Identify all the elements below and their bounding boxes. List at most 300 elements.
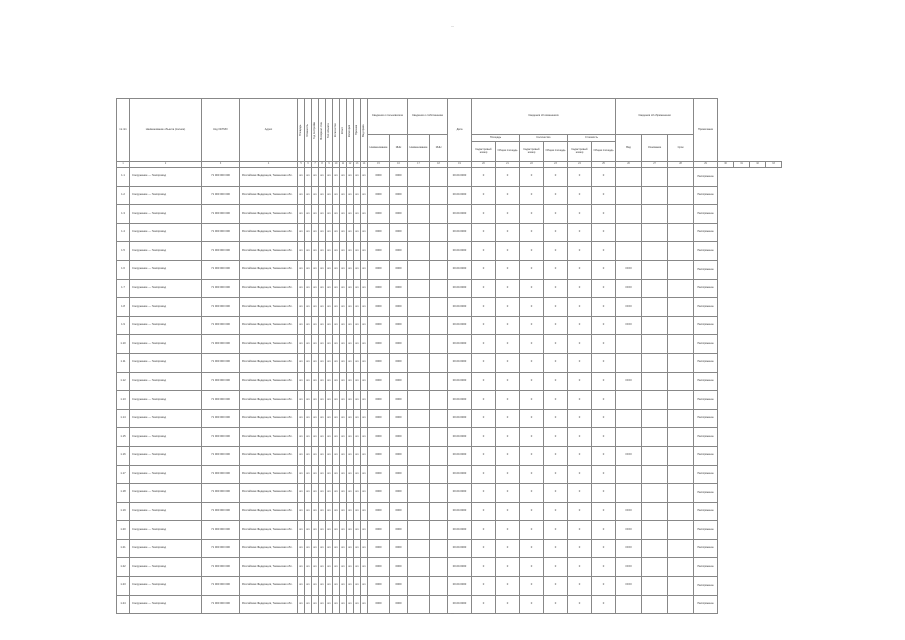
table-cell [616,335,642,354]
table-cell [616,428,642,447]
table-cell: 0 [472,558,496,577]
table-cell: Российская Федерация, Тюменская обл. [240,577,298,596]
table-cell: 0 [544,558,568,577]
table-cell: 1.2 [117,186,130,205]
table-cell: Российская Федерация, Тюменская обл. [240,391,298,410]
table-cell: Сооружение — Газопровод [130,316,202,335]
table-cell: 1.1 [117,168,130,187]
table-cell: 71 000 000 000 [202,335,240,354]
table-cell: 1.13 [117,391,130,410]
table-cell: Распоряжение [694,558,718,577]
table-cell: вл [340,186,347,205]
table-cell [668,335,694,354]
column-number: 12 [347,162,354,168]
table-cell: ООО [616,316,642,335]
table-cell [668,372,694,391]
header-vertical: Тип объекта [326,99,333,162]
table-cell: 0 [520,168,544,187]
table-cell: вл [298,502,305,521]
table-cell: вл [333,595,340,614]
table-cell: 0000 [368,186,390,205]
table-cell: 0 [472,260,496,279]
table-cell: вл [333,409,340,428]
table-cell [642,335,668,354]
table-cell: вл [347,242,354,261]
table-cell: вл [340,316,347,335]
table-cell [642,242,668,261]
table-row [117,539,782,558]
table-cell: 0 [544,186,568,205]
table-cell: вл [298,242,305,261]
table-cell: вл [319,595,326,614]
header-enc-type: Вид [616,135,642,162]
table-cell: вл [333,577,340,596]
table-cell: 0 [496,242,520,261]
table-cell: вл [347,539,354,558]
table-cell: вл [347,279,354,298]
table-cell [408,186,430,205]
table-cell [642,409,668,428]
table-cell: 00.00.0000 [448,353,472,372]
table-cell: вл [305,577,312,596]
table-cell: вл [361,558,368,577]
table-cell [668,242,694,261]
table-cell [642,428,668,447]
table-cell: вл [354,353,361,372]
table-cell: 0 [496,391,520,410]
table-cell: вл [312,539,319,558]
header-owner-inn: ИНН [430,135,448,162]
table-cell: 0 [496,260,520,279]
table-cell: вл [326,446,333,465]
table-cell: 0000 [368,409,390,428]
table-cell: вл [326,260,333,279]
table-cell: 0000 [368,502,390,521]
table-cell: 0 [568,316,592,335]
table-cell: вл [340,446,347,465]
table-cell [668,521,694,540]
table-cell: Сооружение — Газопровод [130,279,202,298]
table-cell: 0000 [390,409,408,428]
header-user-group: Сведения о пользователе [368,99,408,135]
table-cell: 0 [520,446,544,465]
table-cell [616,484,642,503]
table-cell: 00.00.0000 [448,577,472,596]
table-cell: 71 000 000 000 [202,279,240,298]
table-cell: вл [305,446,312,465]
table-cell: 0 [496,353,520,372]
table-cell: 0 [520,521,544,540]
header-changes-group: Сведения об изменениях [472,99,616,135]
table-cell: вл [305,298,312,317]
table-cell: вл [333,168,340,187]
table-cell: ООО [616,502,642,521]
table-cell: 0 [544,316,568,335]
column-number: 7 [312,162,319,168]
table-cell: 0000 [390,372,408,391]
table-cell: 0000 [368,279,390,298]
column-number: 32 [750,162,766,168]
table-cell: 1.5 [117,242,130,261]
table-cell: вл [298,465,305,484]
table-cell [430,260,448,279]
table-cell: 0 [520,409,544,428]
table-cell: 0 [520,335,544,354]
table-cell: 71 000 000 000 [202,502,240,521]
table-cell: вл [340,465,347,484]
table-cell: 0000 [390,260,408,279]
table-cell: 00.00.0000 [448,298,472,317]
table-cell [642,372,668,391]
column-number: 8 [319,162,326,168]
table-cell: вл [305,539,312,558]
table-cell [430,577,448,596]
table-cell [430,298,448,317]
table-cell: вл [340,353,347,372]
table-cell: 0000 [390,242,408,261]
table-cell: вл [340,223,347,242]
table-cell: 00.00.0000 [448,484,472,503]
table-cell: ООО [616,298,642,317]
table-cell: 0 [568,484,592,503]
table-cell: 0 [496,186,520,205]
table-cell: 1.20 [117,521,130,540]
column-number: 30 [718,162,734,168]
table-cell: вл [340,279,347,298]
header-vertical: Категория [347,99,354,162]
column-number: 16 [390,162,408,168]
table-cell: 0 [496,465,520,484]
table-cell: 0 [496,595,520,614]
table-cell: вл [361,539,368,558]
table-cell: вл [326,428,333,447]
table-cell: Сооружение — Газопровод [130,168,202,187]
column-number: 18 [430,162,448,168]
table-cell: Распоряжение [694,260,718,279]
header-sub-cost: Стоимость [568,135,616,142]
table-cell: 0 [544,502,568,521]
table-cell: 0 [544,409,568,428]
table-cell: вл [298,484,305,503]
table-cell: Российская Федерация, Тюменская обл. [240,539,298,558]
table-cell [668,186,694,205]
table-cell: 0 [592,502,616,521]
table-cell: вл [340,335,347,354]
table-cell: 0 [592,260,616,279]
table-cell: 0 [472,484,496,503]
table-cell [668,353,694,372]
table-cell: 71 000 000 000 [202,260,240,279]
table-cell: вл [347,372,354,391]
table-cell: 0 [520,391,544,410]
header-leaf: Кадастровый номер [472,142,496,162]
table-cell: 0000 [368,205,390,224]
table-cell: Распоряжение [694,242,718,261]
table-cell [408,391,430,410]
table-cell: вл [361,186,368,205]
table-cell: 71 000 000 000 [202,484,240,503]
table-cell: 0 [472,372,496,391]
table-cell: вл [361,409,368,428]
table-cell: вл [347,260,354,279]
table-cell: 0 [472,428,496,447]
table-cell: 0 [544,372,568,391]
table-row [117,372,782,391]
table-cell: вл [319,372,326,391]
table-cell: вл [361,428,368,447]
table-cell: Сооружение — Газопровод [130,391,202,410]
table-cell: вл [305,260,312,279]
table-cell: вл [347,409,354,428]
header-enc-basis: Основание [642,135,668,162]
table-cell: 0 [472,335,496,354]
table-cell: вл [347,595,354,614]
table-cell: 0 [520,279,544,298]
header-vertical: Количество [333,99,340,162]
table-cell: 0 [496,577,520,596]
table-cell: 71 000 000 000 [202,539,240,558]
table-cell: 0 [496,539,520,558]
table-cell: вл [340,409,347,428]
table-cell: 00.00.0000 [448,465,472,484]
table-cell: Российская Федерация, Тюменская обл. [240,316,298,335]
header-enc-term: Срок [668,135,694,162]
table-cell: 0 [520,502,544,521]
table-cell: 71 000 000 000 [202,465,240,484]
table-cell [668,223,694,242]
table-cell: вл [354,372,361,391]
header-code: Код ОКТМО [202,99,240,162]
table-cell: вл [298,391,305,410]
column-number: 20 [472,162,496,168]
table-cell [642,168,668,187]
table-cell: вл [326,484,333,503]
table-cell: 0 [520,372,544,391]
table-cell [430,279,448,298]
table-cell: 1.16 [117,446,130,465]
table-cell: вл [354,316,361,335]
table-cell: Сооружение — Газопровод [130,205,202,224]
table-cell: Российская Федерация, Тюменская обл. [240,223,298,242]
table-cell: 0000 [390,465,408,484]
table-cell: вл [312,168,319,187]
column-number: 29 [694,162,718,168]
table-cell: 71 000 000 000 [202,391,240,410]
table-cell: Распоряжение [694,409,718,428]
table-cell: Российская Федерация, Тюменская обл. [240,298,298,317]
table-cell: вл [333,428,340,447]
table-cell: вл [361,223,368,242]
column-number: 1 [117,162,130,168]
table-cell: вл [361,298,368,317]
table-cell [408,335,430,354]
table-cell: вл [319,446,326,465]
table-cell: 1.18 [117,484,130,503]
table-cell: 0 [472,316,496,335]
table-cell [430,446,448,465]
table-cell: 0 [592,223,616,242]
table-cell [642,539,668,558]
table-cell: вл [361,260,368,279]
header-leaf: Кадастровый номер [520,142,544,162]
table-cell: 1.10 [117,335,130,354]
table-cell: Российская Федерация, Тюменская обл. [240,168,298,187]
table-cell: вл [319,391,326,410]
table-cell: Сооружение — Газопровод [130,298,202,317]
table-cell: 00.00.0000 [448,260,472,279]
page-number-top: — [451,24,454,28]
table-cell: 0 [472,409,496,428]
table-cell [408,539,430,558]
table-cell [430,372,448,391]
table-cell: Российская Федерация, Тюменская обл. [240,409,298,428]
table-cell: вл [326,242,333,261]
table-cell: вл [312,298,319,317]
table-cell: 0000 [368,335,390,354]
table-cell: 00.00.0000 [448,595,472,614]
table-cell: Сооружение — Газопровод [130,335,202,354]
table-cell: вл [354,502,361,521]
table-cell: вл [319,353,326,372]
header-leaf: Кадастровый номер [568,142,592,162]
table-cell: Российская Федерация, Тюменская обл. [240,465,298,484]
table-cell: вл [326,539,333,558]
table-cell: 0 [568,353,592,372]
table-cell: вл [312,484,319,503]
table-cell: вл [312,242,319,261]
table-cell [642,223,668,242]
table-cell: вл [319,428,326,447]
table-cell [668,279,694,298]
column-number: 26 [616,162,642,168]
table-cell: вл [354,279,361,298]
table-cell: Сооружение — Газопровод [130,428,202,447]
table-cell: вл [319,260,326,279]
table-cell: 0 [496,335,520,354]
table-cell: вл [319,484,326,503]
table-cell: 0 [496,316,520,335]
table-cell: вл [340,242,347,261]
table-cell: вл [319,298,326,317]
table-cell: 0 [520,484,544,503]
table-cell: 0 [544,298,568,317]
table-cell: ООО [616,521,642,540]
table-cell: вл [305,242,312,261]
table-cell: вл [333,465,340,484]
table-cell: 0 [568,539,592,558]
table-cell [642,465,668,484]
table-cell: ООО [616,260,642,279]
table-cell [408,428,430,447]
column-number: 28 [668,162,694,168]
table-cell: 1.3 [117,205,130,224]
table-cell: Распоряжение [694,372,718,391]
table-cell: 0 [496,521,520,540]
table-cell: вл [340,577,347,596]
table-cell [668,168,694,187]
table-cell: 1.21 [117,539,130,558]
table-cell: вл [305,521,312,540]
table-cell: вл [354,168,361,187]
table-cell: 0000 [368,391,390,410]
table-cell: вл [326,595,333,614]
table-cell: 71 000 000 000 [202,521,240,540]
table-cell: Российская Федерация, Тюменская обл. [240,279,298,298]
table-cell: 0 [592,391,616,410]
table-cell: 0 [544,391,568,410]
table-cell: 0 [592,539,616,558]
table-cell: вл [319,502,326,521]
table-cell: 0 [520,539,544,558]
table-cell: Распоряжение [694,223,718,242]
table-cell [642,260,668,279]
table-cell: 0 [472,502,496,521]
table-row [117,577,782,596]
table-cell: 0 [496,298,520,317]
table-body [117,168,782,614]
column-number: 21 [496,162,520,168]
table-cell: 0000 [368,539,390,558]
table-cell: вл [326,409,333,428]
table-cell: 0 [544,577,568,596]
table-cell [616,391,642,410]
table-cell: вл [361,577,368,596]
table-cell: 0 [472,446,496,465]
table-cell: вл [312,372,319,391]
table-cell: 0000 [390,223,408,242]
table-cell: 0 [568,242,592,261]
register-table [116,98,782,614]
table-cell [408,242,430,261]
table-cell: вл [333,205,340,224]
table-cell: 0000 [368,446,390,465]
table-cell: вл [326,279,333,298]
table-cell: 0 [472,577,496,596]
table-cell [668,428,694,447]
header-owner-group: Сведения о собственнике [408,99,448,135]
table-cell: вл [312,446,319,465]
table-cell: вл [347,168,354,187]
table-row [117,446,782,465]
table-cell: Российская Федерация, Тюменская обл. [240,205,298,224]
table-cell: 0 [520,186,544,205]
table-cell: Распоряжение [694,168,718,187]
table-cell: вл [319,521,326,540]
table-cell: вл [305,223,312,242]
header-encumbrance-group: Сведения об обременении [616,99,694,135]
table-cell: 0 [472,353,496,372]
table-cell: вл [326,465,333,484]
table-cell [408,279,430,298]
table-row [117,316,782,335]
table-cell [430,391,448,410]
table-row [117,521,782,540]
table-cell [408,205,430,224]
table-cell [642,484,668,503]
table-cell: вл [333,558,340,577]
table-cell: вл [305,186,312,205]
table-cell: 0000 [390,521,408,540]
table-cell [616,242,642,261]
table-cell: 0 [496,558,520,577]
table-cell: Сооружение — Газопровод [130,446,202,465]
table-cell: 00.00.0000 [448,502,472,521]
table-cell: 0 [544,484,568,503]
column-number: 4 [240,162,298,168]
table-cell: 0000 [368,577,390,596]
table-row [117,260,782,279]
table-cell: 0 [496,223,520,242]
